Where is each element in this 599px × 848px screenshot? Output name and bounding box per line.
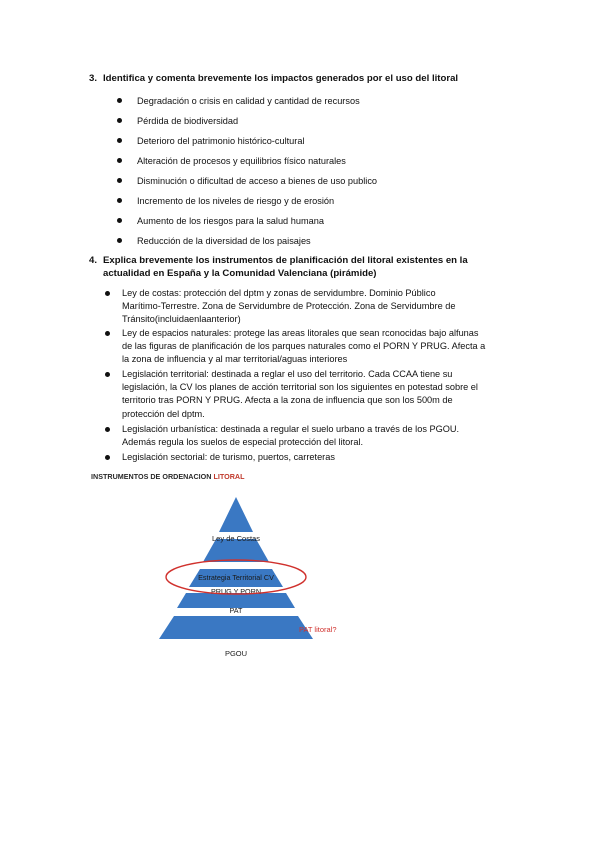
question-4-title-line2: actualidad en España y la Comunidad Valenciana (pirámide) [103,268,377,279]
bullet-icon [105,427,110,432]
bullet-icon [117,218,122,223]
figure-title: INSTRUMENTOS DE ORDENACION LITORAL [91,472,245,481]
question-4-title-line1: Explica brevemente los instrumentos de planificación del litoral existentes en la [103,255,468,266]
pyramid-diagram [89,470,343,683]
bullet-icon [117,138,122,143]
q4-list-item: Ley de costas: protección del dptm y zonas de servidumbre. Dominio Público Marítimo-Terrestre. Zona de Servidumbre de Protección. Zona de Servidumbre de Tránsito(incluidaenlaanterior) [105,287,515,327]
q4-list-item: Legislación territorial: destinada a reglar el uso del territorio. Cada CCAA tiene su legislación, la CV los planes de acción territorial son los siguientes en potestad sobre el territorio tras PORN Y PRUG. Afecta a la zona de influencia que son los 500m de protección del dptm. [105,368,515,422]
question-3-heading [89,72,458,85]
pyramid-tier-pgou [159,616,313,639]
bullet-icon [117,118,122,123]
bullet-icon [105,455,110,460]
document-page: 3. Identifica y comenta brevemente los impactos generados por el uso del litoral Degradación o crisis en calidad y cantidad de recursos Pérdida de biodiversidad Deterioro del patrimonio histórico-cultural Alteración de procesos y equilibrios físico naturales Disminución o dificultad de acceso a bienes de uso publico Incremento de los niveles de riesgo y de erosión Aumento de los riesgos para la salud humana Reducción de la diversidad de los paisajes 4. Explica brevemente los instrumentos de planificación del litoral existentes en la actualidad en España y la Comunidad Valenciana (pirámide) Ley de costas: protección del dptm y zonas de servidumbre. Dominio Público Marítimo-Terrestre. Zona de Servidumbre de Protección. Zona de Servidumbre de Tránsito(incluidaenlaanterior) Ley de espacios naturales: protege las areas litorales que sean rconocidas bajo alfunas de las figuras de planificación de los parques naturales como el PORN Y PRUG. Afecta a la zona de influencia y al mar territorial/aguas interiores Legislación territorial: destinada a reglar el uso del territorio. Cada CCAA tiene su legislación, la CV los planes de acción territorial son los siguientes en potestad sobre el territorio tras PORN Y PRUG. Afecta a la zona de influencia que son los 500m de protección del dptm. Legislación urbanística: destinada a regular el suelo urbano a través de los PGOU. Además regula los suelos de especial protección del litoral. Legislación sectorial: de turismo, puertos, carreteras INSTRUMENTOS DE ORDENACION LITORAL Ley de Costas Estrategia Territorial CV PRUG Y PORN PAT PGOU PAT litoral? [0,0,599,848]
bullet-icon [117,178,122,183]
bullet-icon [105,331,110,336]
q4-list-item: Legislación urbanística: destinada a regular el suelo urbano a través de los PGOU. Además regula los suelos de especial protección del litoral. [105,423,515,450]
bullet-icon [105,372,110,377]
pat-litoral-annotation: PAT litoral? [299,625,337,634]
pyramid-label-estrategia: Estrategia Territorial CV [198,573,274,582]
pyramid-label-pat: PAT [229,606,243,615]
question-3-number: 3. [89,73,98,84]
pyramid-figure [89,470,343,683]
bullet-icon [117,198,122,203]
pyramid-label-ley-de-costas: Ley de Costas [212,534,260,543]
bullet-icon [117,238,122,243]
question-4-heading [89,254,468,267]
question-4-number: 4. [89,255,98,266]
question-3-title: Identifica y comenta brevemente los impactos generados por el uso del litoral [103,73,459,84]
pyramid-label-prug-porn: PRUG Y PORN [210,587,262,596]
q4-list-item: Ley de espacios naturales: protege las areas litorales que sean rconocidas bajo alfunas de las figuras de planificación de los parques naturales como el PORN Y PRUG. Afecta a la zona de influencia y al mar territorial/aguas interiores [105,327,515,367]
bullet-icon [117,98,122,103]
bullet-icon [105,291,110,296]
pyramid-label-pgou: PGOU [224,649,248,658]
q4-list-item: Legislación sectorial: de turismo, puertos, carreteras [105,451,515,465]
pyramid-tier-ley-de-costas [219,497,253,532]
bullet-icon [117,158,122,163]
